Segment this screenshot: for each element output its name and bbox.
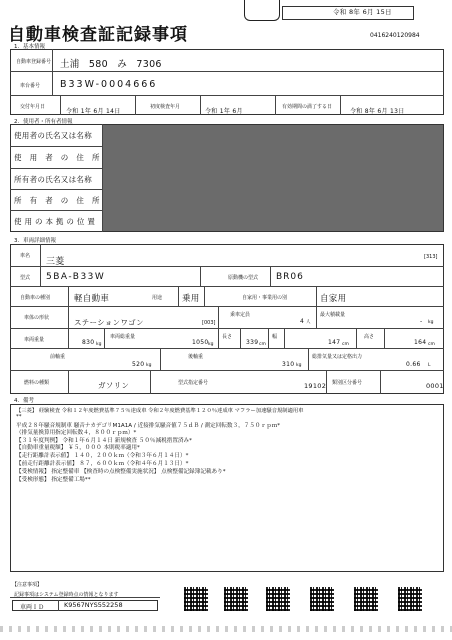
height-value: 164 — [414, 339, 427, 346]
note-line: 【前走行距離計表示値】 ８７，６００ｋｍ（令和４年６月１３日）* — [16, 461, 189, 467]
front-axle-value: 520 — [132, 361, 145, 368]
plate-value: 土浦 580 み 7306 — [60, 59, 162, 70]
top-stamp — [244, 0, 280, 21]
section-basic-label: 1．基本情報 — [14, 44, 45, 50]
note-line: ** — [16, 414, 22, 420]
model-value: 5BA-B33W — [46, 272, 106, 282]
note-line: 【自動車重量税額】 ￥５，０００ 本則税率適用* — [16, 445, 140, 451]
first-reg-label: 初度検査年月 — [150, 104, 181, 110]
class-no-value: 0001 — [426, 382, 444, 390]
private-value: 自家用 — [320, 294, 347, 304]
owner-row-base-location: 使 用 の 本 拠 の 位 置 — [14, 217, 96, 226]
qr-code — [224, 587, 248, 611]
capacity-value: 4 — [300, 318, 305, 325]
note-line: 【３１年度判例】 令和１年６月１４日 新規検査 ５０％減税措置済み* — [16, 438, 192, 444]
chassis-label: 車台番号 — [20, 83, 41, 89]
note-line: 【三菱】 経験検査 令和１２年度燃費基準７５％達成車 令和２年度燃費基準１２０％達成車 マフラー加速騒音規制適用車 — [16, 408, 304, 414]
owner-row-user-name: 使用者の氏名又は名称 — [14, 131, 92, 140]
document-title: 自動車検査証記録事項 — [8, 25, 188, 45]
bottom-edge-marks — [0, 626, 452, 632]
footer-info-text: 記録事項はシステム登録時点の情報となります — [14, 592, 119, 598]
note-line: 【受検形態】 指定整備工場** — [16, 477, 91, 483]
displacement-label: 総排気量又は定格出力 — [312, 354, 363, 360]
gross-unit: kg — [208, 342, 214, 347]
fuel-label: 燃料の種類 — [24, 380, 50, 386]
length-value: 339 — [246, 339, 259, 346]
qr-code — [398, 587, 422, 611]
private-label: 自家用・事業用の別 — [242, 295, 288, 301]
date-stamp-text: 令和 8年 6月 15日 — [333, 8, 392, 16]
width-unit: cm — [342, 342, 349, 347]
note-line: （排気量換算用指定回転数４，８００ｒｐｍ）* — [16, 430, 137, 436]
qr-code — [310, 587, 334, 611]
use-value: 乗用 — [182, 294, 200, 304]
owner-row-owner-address: 所 有 者 の 住 所 — [14, 196, 100, 205]
first-reg-value: 令和 1年 6月 — [205, 108, 243, 115]
height-label: 高さ — [364, 334, 375, 340]
engine-value: BR06 — [276, 272, 304, 282]
section-owner-label: 2．使用者・所有者情報 — [14, 119, 73, 125]
chassis-value: B33W-0004666 — [60, 79, 158, 90]
load-value: - — [420, 318, 423, 325]
qr-code — [184, 587, 208, 611]
maker-code: [313] — [424, 254, 438, 260]
model-label: 型式 — [20, 275, 31, 281]
issue-date-label: 交付年月日 — [20, 104, 46, 110]
body-code: [003] — [202, 320, 216, 326]
kind-label: 自動車の種別 — [20, 295, 51, 301]
gross-label: 車両総重量 — [110, 334, 136, 340]
document-number: 0416240120984 — [370, 32, 420, 39]
vehicle-id-value: K9567NYS552258 — [64, 601, 123, 609]
vehicle-id-label: 車両ＩＤ — [20, 604, 45, 611]
weight-value: 830 — [82, 339, 95, 346]
displacement-value: 0.66 — [406, 361, 421, 368]
rear-axle-label: 後軸重 — [188, 354, 204, 360]
weight-unit: kg — [96, 342, 102, 347]
type-no-label: 型式指定番号 — [178, 380, 209, 386]
owner-row-user-address: 使 用 者 の 住 所 — [14, 153, 100, 162]
redacted-owner-info — [103, 125, 443, 231]
load-label: 最大積載量 — [320, 312, 346, 318]
note-line: 【走行距離計表示値】 １４０，２００ｋｍ（令和３年６月１４日）* — [16, 453, 189, 459]
footer-info-label: 【注意事項】 — [12, 582, 43, 588]
maker-label: 車名 — [20, 253, 31, 259]
capacity-label: 乗車定員 — [230, 312, 251, 318]
front-axle-label: 前軸重 — [50, 354, 66, 360]
owner-row-owner-name: 所有者の氏名又は名称 — [14, 175, 92, 184]
type-no-value: 19102 — [304, 382, 327, 390]
issue-date-value: 令和 1年 6月 14日 — [66, 108, 121, 115]
maker-value: 三菱 — [46, 257, 65, 267]
note-line: 【受検情報】 指定整備車 【検査時の点検整備実施状況】 点検整備記録簿記載あり* — [16, 469, 226, 475]
kind-value: 軽自動車 — [74, 294, 110, 304]
load-unit: kg — [428, 320, 434, 325]
qr-code — [266, 587, 290, 611]
class-no-label: 類別区分番号 — [332, 380, 363, 386]
note-line: 平成２８年騒音規制車 騒音ナカデゴリM1A1A / 近接排気騒音値７５ｄＢ / 測定回転数３，７５０ｒｐｍ* — [16, 423, 281, 429]
engine-label: 原動機の型式 — [228, 275, 259, 281]
length-unit: cm — [259, 342, 266, 347]
displacement-unit: L — [428, 363, 431, 368]
capacity-unit: 人 — [306, 320, 311, 325]
length-label: 長さ — [222, 334, 233, 340]
section-notes-label: 4．備考 — [14, 398, 34, 404]
height-unit: cm — [428, 342, 435, 347]
front-axle-unit: kg — [146, 363, 152, 368]
expiry-label: 有効期間の満了する日 — [282, 104, 333, 110]
qr-code — [354, 587, 378, 611]
body-value: ステーションワゴン — [74, 318, 144, 327]
plate-label: 自動車登録番号 — [16, 59, 52, 65]
rear-axle-value: 310 — [282, 361, 295, 368]
fuel-value: ガソリン — [98, 381, 130, 390]
rear-axle-unit: kg — [296, 363, 302, 368]
gross-value: 1050 — [192, 339, 209, 346]
section-vehicle-label: 3．車両詳細情報 — [14, 238, 56, 244]
width-label: 幅 — [272, 334, 278, 340]
body-label: 車体の形状 — [24, 315, 50, 321]
width-value: 147 — [328, 339, 341, 346]
weight-label: 車両重量 — [24, 337, 45, 343]
use-label: 用途 — [152, 295, 163, 301]
expiry-value: 令和 8年 6月 13日 — [350, 108, 405, 115]
date-stamp — [282, 6, 414, 20]
